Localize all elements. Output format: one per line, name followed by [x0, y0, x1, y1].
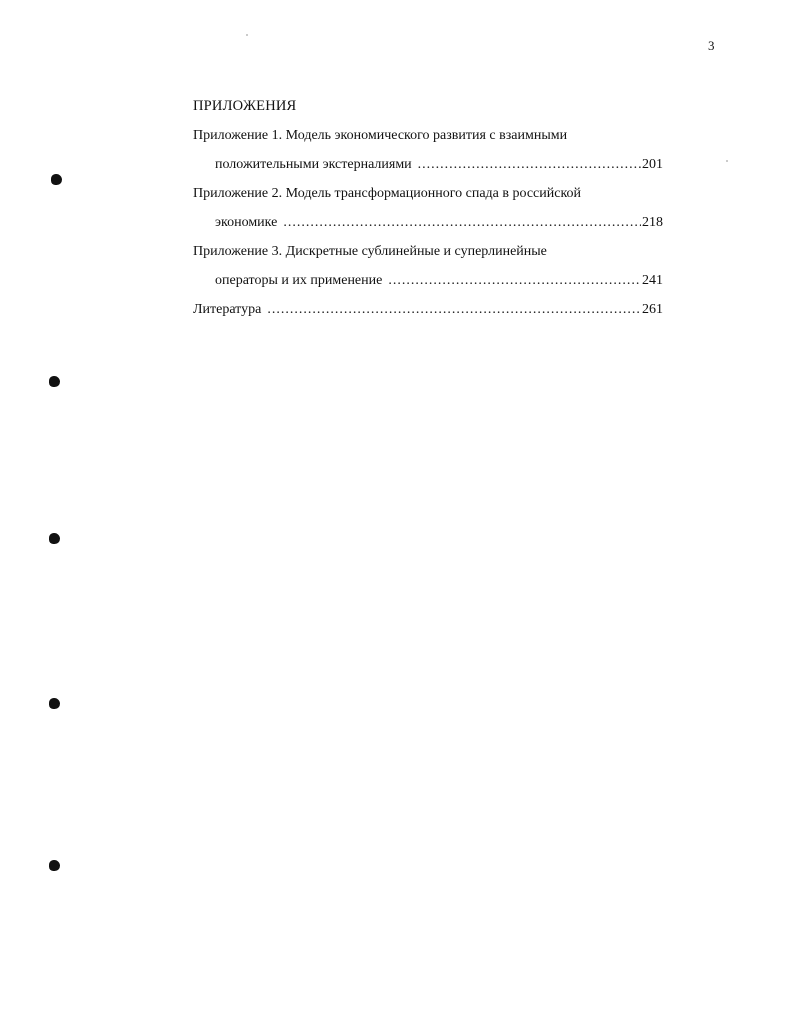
punch-hole-mark [51, 174, 62, 185]
toc-entry-1-continuation [193, 150, 663, 179]
dot-leader [388, 266, 641, 295]
toc-literature [193, 295, 663, 324]
dot-leader [283, 208, 641, 237]
toc-entry-3-title [193, 237, 663, 266]
page-number: 3 [708, 38, 715, 53]
toc-entry-1-page: 201 [642, 157, 663, 172]
toc-entry-1-line2: положительными экстерналиями [215, 157, 412, 172]
toc-entry-2-line2: экономике [215, 215, 278, 230]
toc-literature-page: 261 [642, 302, 663, 317]
appendices-heading: ПРИЛОЖЕНИЯ [193, 98, 297, 114]
toc-entry-2-line1: Приложение 2. Модель трансформационного спада в российской [193, 186, 582, 201]
table-of-contents [193, 92, 663, 324]
toc-entry-3-line1: Приложение 3. Дискретные сублинейные и суперлинейные [193, 244, 547, 259]
punch-hole-mark [49, 860, 60, 871]
punch-hole-mark [49, 698, 60, 709]
toc-entry-3-continuation [193, 266, 663, 295]
scan-speck [726, 160, 728, 162]
toc-entry-2-page: 218 [642, 215, 663, 230]
toc-literature-label: Литература [193, 302, 262, 317]
punch-hole-mark [49, 376, 60, 387]
dot-leader [267, 295, 641, 324]
toc-entry-1-title [193, 121, 663, 150]
punch-hole-mark [49, 533, 60, 544]
toc-entry-2-title [193, 179, 663, 208]
toc-entry-2-continuation [193, 208, 663, 237]
toc-entry-1-line1: Приложение 1. Модель экономического развития с взаимными [193, 128, 568, 143]
dot-leader [418, 150, 641, 179]
scan-speck [246, 34, 248, 36]
toc-entry-3-line2: операторы и их применение [215, 273, 383, 288]
toc-entry-3-page: 241 [642, 273, 663, 288]
